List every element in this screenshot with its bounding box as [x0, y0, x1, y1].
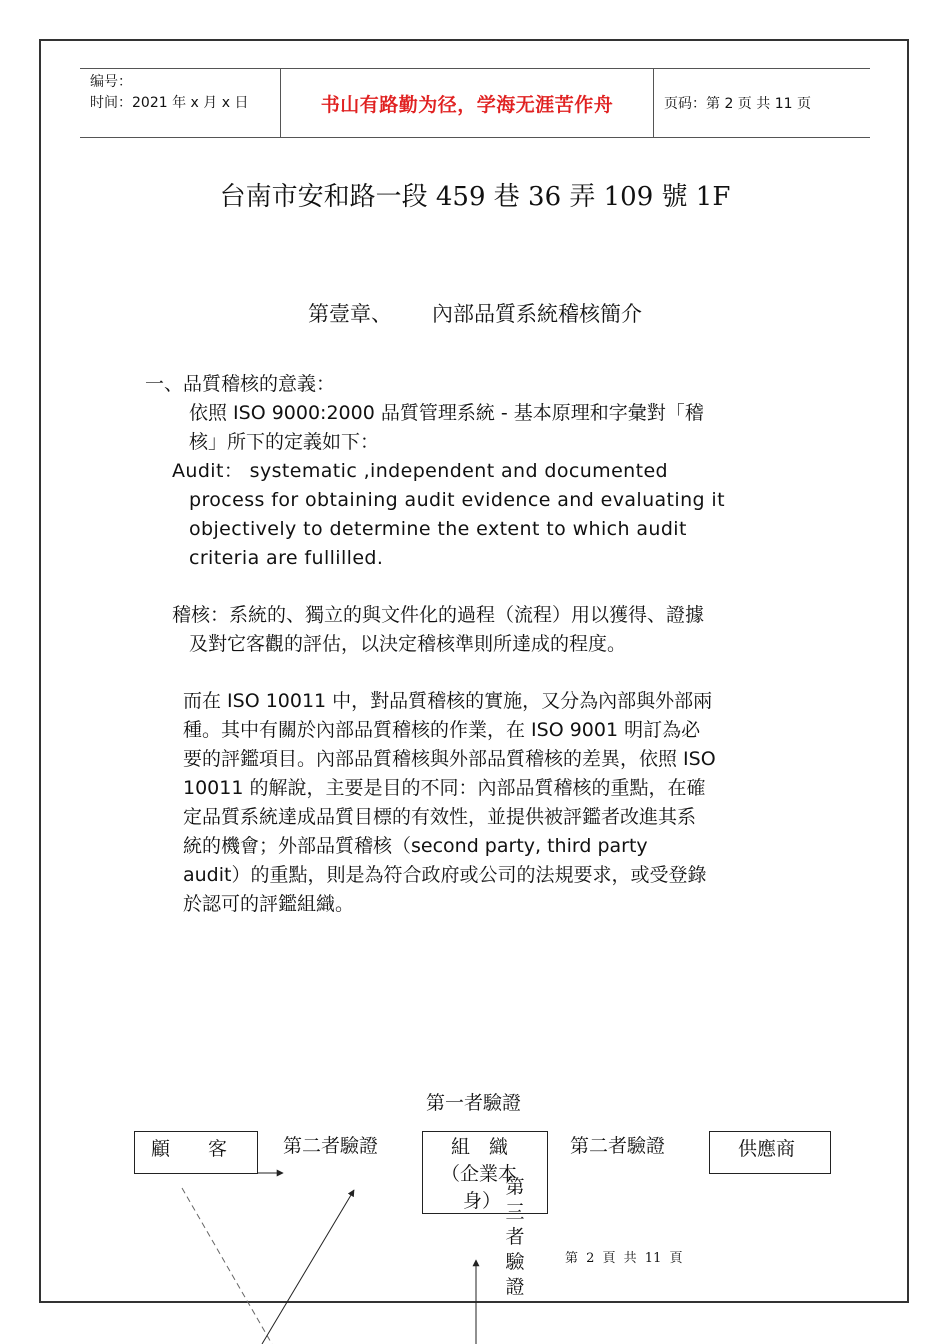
second-party-right-label: 第二者驗證: [570, 1135, 666, 1157]
third-party-char-2: 三: [505, 1201, 525, 1223]
page-label: 页码：第 2 页 共 11 页: [664, 96, 811, 112]
organization-box: [422, 1131, 548, 1214]
third-party-char-1: 第: [505, 1176, 525, 1198]
arrow-second-party-left: [262, 1190, 354, 1344]
customer-label: 顧 客: [151, 1138, 228, 1160]
organization-line-1: 組 織: [451, 1136, 509, 1158]
supplier-box: [709, 1131, 831, 1174]
paragraph-line-8: 於認可的評鑑組織。: [183, 893, 355, 915]
paragraph-line-5: 定品質系統達成品質目標的有效性，並提供被評鑑者改進其系: [183, 806, 697, 828]
paragraph-line-4: 10011 的解說，主要是目的不同：內部品質稽核的重點，在確: [183, 777, 706, 799]
third-party-char-4: 驗: [505, 1251, 525, 1273]
third-party-vertical-label: [503, 1175, 527, 1300]
paragraph-line-6: 統的機會；外部品質稽核（second party, third party: [183, 835, 648, 857]
third-party-char-3: 者: [505, 1226, 525, 1248]
customer-box: [134, 1131, 258, 1174]
intro-line-2: 核」所下的定義如下：: [189, 431, 380, 453]
address-title: 台南市安和路一段 459 巷 36 弄 109 號 1F: [219, 182, 731, 212]
supplier-label: 供應商: [738, 1138, 796, 1160]
chapter-number: 第壹章、: [307, 302, 392, 326]
audit-en-line-2: process for obtaining audit evidence and evaluating it: [189, 489, 725, 511]
motto: 书山有路勤为径，学海无涯苦作舟: [320, 93, 614, 116]
chapter-title: 內部品質系統稽核簡介: [432, 302, 643, 326]
number-label: 编号：: [90, 74, 132, 90]
organization-line-3: 身）: [463, 1190, 502, 1212]
audit-zh-line-1: 稽核：系統的、獨立的與文件化的過程（流程）用以獲得、證據: [172, 604, 705, 626]
audit-en-line-4: criteria are fullilled.: [189, 547, 384, 569]
second-party-left-label: 第二者驗證: [283, 1135, 379, 1157]
audit-zh-line-2: 及對它客觀的評估，以決定稽核準則所達成的程度。: [189, 633, 627, 655]
first-party-label: 第一者驗證: [426, 1092, 522, 1114]
paragraph-line-3: 要的評鑑項目。內部品質稽核與外部品質稽核的差異，依照 ISO: [183, 748, 716, 770]
audit-en-line-3: objectively to determine the extent to which audit: [189, 518, 687, 540]
paragraph-line-1: 而在 ISO 10011 中，對品質稽核的實施，又分為內部與外部兩: [183, 690, 713, 712]
dashed-line-customer: [182, 1188, 272, 1344]
section-heading: 一、品質稽核的意義：: [145, 373, 336, 395]
third-party-char-5: 證: [505, 1276, 525, 1298]
footer-page-number: 第 2 頁 共 11 頁: [565, 1251, 683, 1266]
audit-en-line-1: Audit： systematic ,independent and documented: [172, 460, 668, 482]
paragraph-line-7: audit）的重點，則是為符合政府或公司的法規要求，或受登錄: [183, 864, 707, 886]
date-label: 时间：2021 年 x 月 x 日: [90, 95, 249, 111]
intro-line-1: 依照 ISO 9000:2000 品質管理系統 - 基本原理和字彙對「稽: [189, 402, 704, 424]
paragraph-line-2: 種。其中有關於內部品質稽核的作業，在 ISO 9001 明訂為必: [183, 719, 701, 741]
organization-line-2: （企業本: [441, 1163, 518, 1185]
